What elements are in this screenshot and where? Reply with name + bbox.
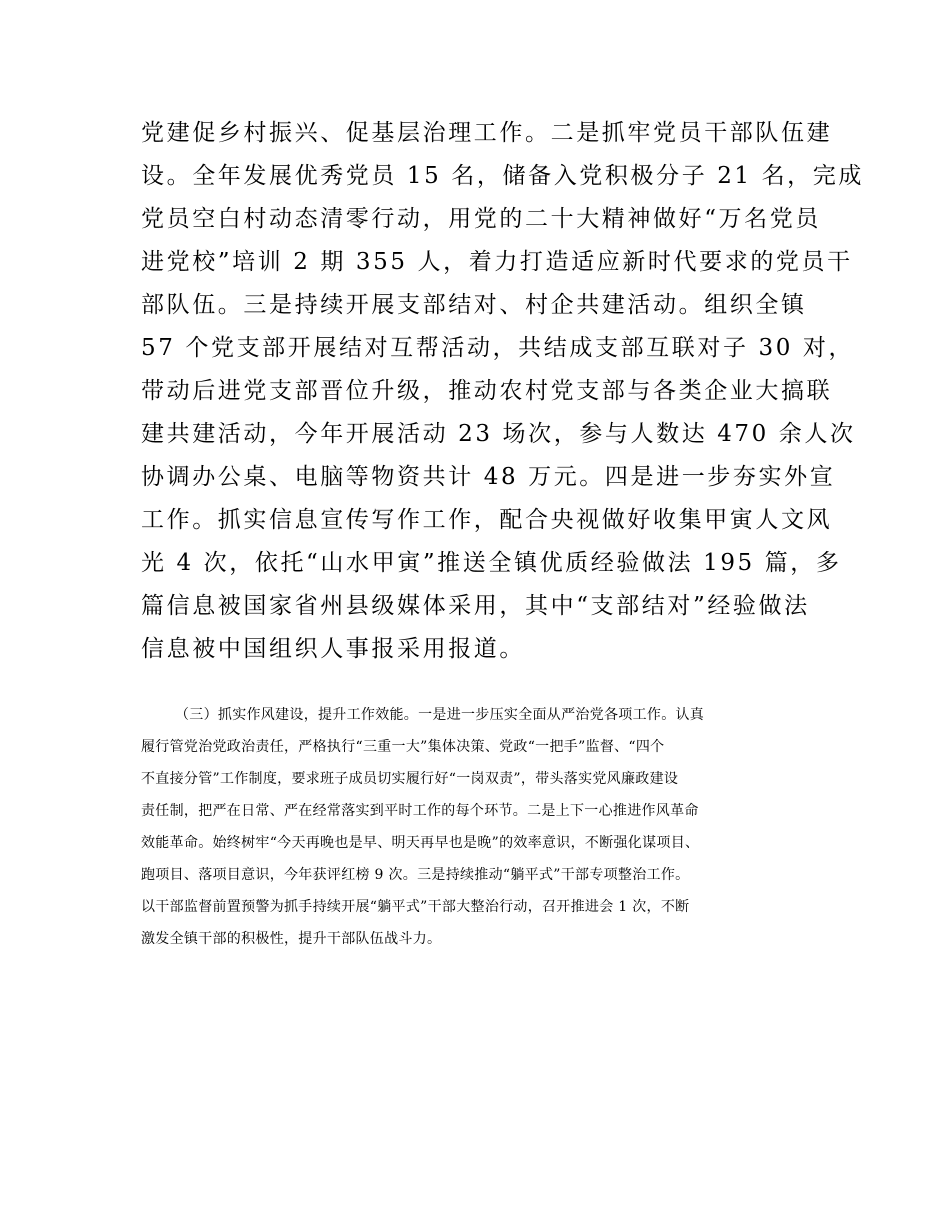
text-line: 光 4 次，依托“山水甲寅”推送全镇优质经验做法 195 篇，多	[141, 550, 842, 576]
text-line: 进党校”培训 2 期 355 人，着力打造适应新时代要求的党员干	[141, 249, 853, 275]
text-line: 协调办公桌、电脑等物资共计 48 万元。四是进一步夯实外宣	[141, 464, 836, 490]
text-line: 效能革命。始终树牢“今天再晚也是早、明天再早也是晚”的效率意识，不断强化谋项目、	[141, 835, 700, 851]
text-line: 不直接分管”工作制度，要求班子成员切实履行好“一岗双责”，带头落实党风廉政建设	[141, 771, 679, 787]
text-line: 57 个党支部开展结对互帮活动，共结成支部互联对子 30 对，	[141, 335, 855, 361]
text-line: 党员空白村动态清零行动，用党的二十大精神做好“万名党员	[141, 206, 821, 232]
text-line: 部队伍。三是持续开展支部结对、村企共建活动。组织全镇	[141, 292, 807, 318]
text-line: 跑项目、落项目意识，今年获评红榜 9 次。三是持续推动“躺平式”干部专项整治工作。	[141, 867, 690, 883]
paragraph-work-style	[141, 699, 841, 955]
text-line: 责任制，把严在日常、严在经常落实到平时工作的每个环节。二是上下一心推进作风革命	[141, 803, 699, 819]
paragraph-party-building	[141, 112, 864, 671]
text-line: 以干部监督前置预警为抓手持续开展“躺平式”干部大整治行动，召开推进会 1 次，不断	[141, 899, 690, 915]
text-line: 篇信息被国家省州县级媒体采用，其中“支部结对”经验做法	[141, 593, 810, 619]
text-line: 建共建活动，今年开展活动 23 场次，参与人数达 470 余人次	[141, 421, 856, 447]
text-line: 信息被中国组织人事报采用报道。	[141, 636, 525, 662]
text-line: 激发全镇干部的积极性，提升干部队伍战斗力。	[141, 931, 442, 947]
text-line: 带动后进党支部晋位升级，推动农村党支部与各类企业大搞联	[141, 378, 833, 404]
text-line: 履行管党治党政治责任，严格执行“三重一大”集体决策、党政“一把手”监督、“四个	[141, 739, 665, 755]
text-line: （三）抓实作风建设，提升工作效能。一是进一步压实全面从严治党各项工作。认真	[175, 707, 705, 723]
text-line: 党建促乡村振兴、促基层治理工作。二是抓牢党员干部队伍建	[141, 120, 833, 146]
text-line: 工作。抓实信息宣传写作工作，配合央视做好收集甲寅人文风	[141, 507, 833, 533]
text-line: 设。全年发展优秀党员 15 名，储备入党积极分子 21 名，完成	[141, 163, 864, 189]
